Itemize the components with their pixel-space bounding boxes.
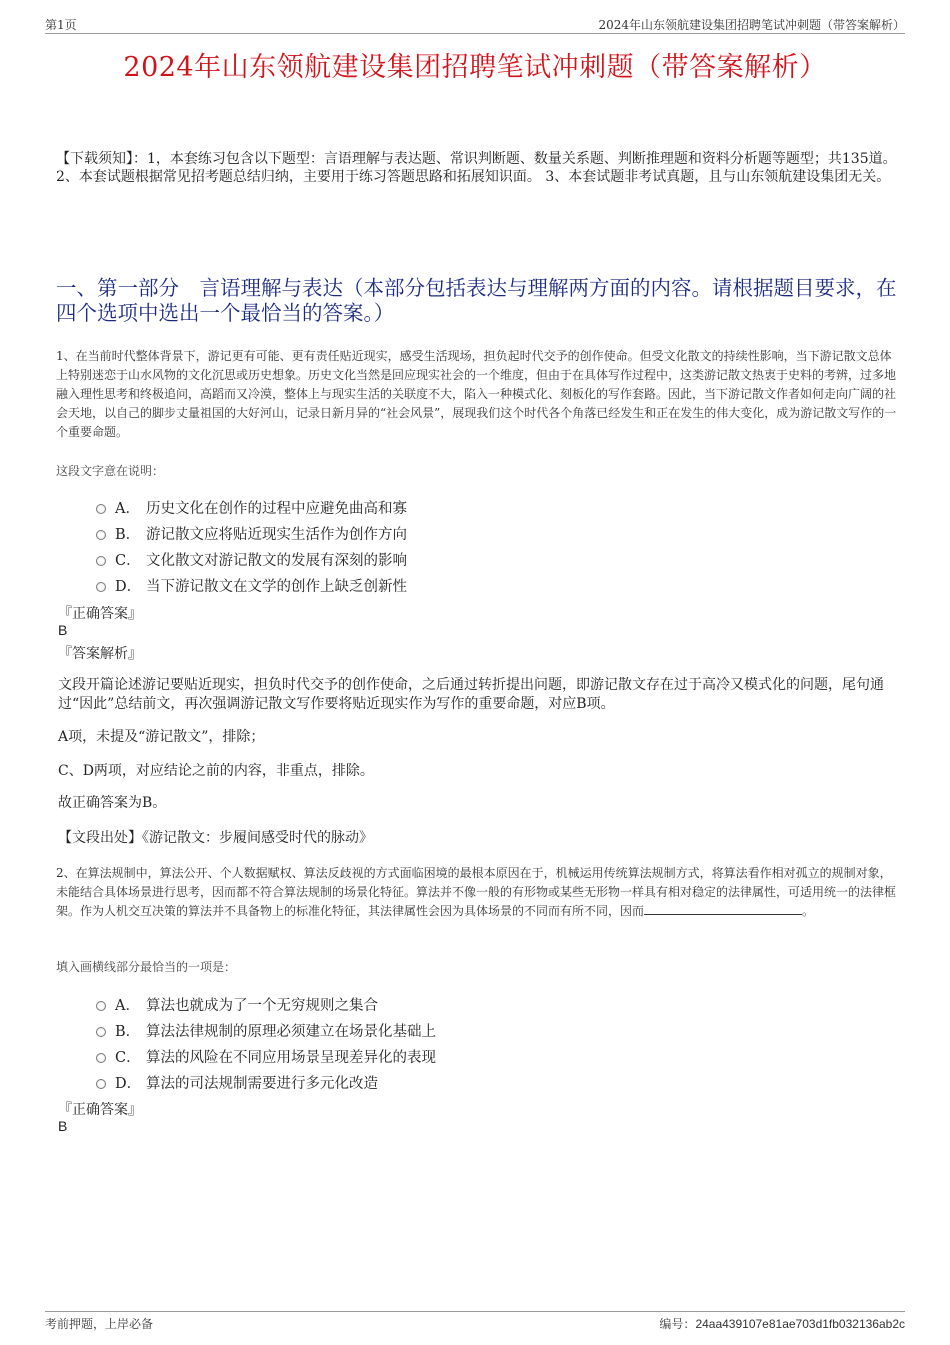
option-letter: B． <box>115 526 141 543</box>
question-2-stem-text: 2、在算法规制中，算法公开、个人数据赋权、算法反歧视的方式面临困境的最根本原因在于，机械运用传统算法规制方式，将算法看作相对孤立的规制对象，未能结合具体场景进行思考，因而都不符合算法规制的场景化特征。算法并不像一般的有形物或某些无形物一样具有相对稳定的法律属性，可适用统一的法律框架。作为人机交互决策的算法并不具备物上的标准化特征，其法律属性会因为具体场景的不同而有所不同，因而 <box>56 866 897 918</box>
footer-code-label: 编号： <box>659 1317 696 1331</box>
option-letter: D． <box>115 578 142 595</box>
question-1-option-d[interactable] <box>96 572 407 598</box>
question-2-option-d[interactable] <box>96 1069 436 1095</box>
option-text: 算法法律规制的原理必须建立在场景化基础上 <box>146 1023 436 1040</box>
question-2-answer-label: 『正确答案』 <box>58 1102 142 1118</box>
page-header <box>45 14 905 34</box>
question-1-prompt: 这段文字意在说明： <box>56 464 165 478</box>
radio-icon[interactable] <box>96 530 106 540</box>
footer-code <box>659 1315 905 1332</box>
radio-icon[interactable] <box>96 1001 106 1011</box>
analysis-paragraph: C、D两项，对应结论之前的内容，非重点，排除。 <box>58 763 374 779</box>
radio-icon[interactable] <box>96 582 106 592</box>
question-1-analysis-label: 『答案解析』 <box>58 646 142 662</box>
analysis-paragraph: 文段开篇论述游记要贴近现实，担负时代交予的创作使命，之后通过转折提出问题，即游记散文存在过于高冷又模式化的问题，尾句通过“因此”总结前文，再次强调游记散文写作要将贴近现实作为写作的重要命题，对应B项。 <box>58 677 884 712</box>
document-title: 2024年山东领航建设集团招聘笔试冲刺题（带答案解析） <box>123 52 827 83</box>
option-text: 算法的司法规制需要进行多元化改造 <box>146 1075 378 1092</box>
question-1-option-b[interactable] <box>96 520 407 546</box>
question-2-options <box>96 991 436 1095</box>
radio-icon[interactable] <box>96 1053 106 1063</box>
question-2-stem-end: 。 <box>802 904 815 918</box>
radio-icon[interactable] <box>96 504 106 514</box>
page-number: 第1页 <box>45 18 77 32</box>
question-1-option-c[interactable] <box>96 546 407 572</box>
option-letter: D． <box>115 1075 142 1092</box>
question-2-option-b[interactable] <box>96 1017 436 1043</box>
footer-slogan: 考前押题，上岸必备 <box>45 1317 154 1331</box>
fill-in-blank <box>644 903 802 915</box>
header-doc-title: 2024年山东领航建设集团招聘笔试冲刺题（带答案解析） <box>598 18 905 32</box>
option-letter: C． <box>115 552 141 569</box>
question-2-stem <box>56 864 901 921</box>
option-letter: B． <box>115 1023 141 1040</box>
question-1-stem: 1、在当前时代整体背景下，游记更有可能、更有责任贴近现实，感受生活现场，担负起时代交予的创作使命。但受文化散文的持续性影响，当下游记散文总体上特别迷恋于山水风物的文化沉思或历史想象。历史文化当然是回应现实社会的一个维度，但由于在具体写作过程中，这类游记散文热衷于史料的考辨，过多地融入理性思考和终极追问，高蹈而又冷漠，整体上与现实生活的关联度不大，陷入一种模式化、刻板化的写作套路。因此，当下游记散文作者如何走向广阔的社会天地，以自己的脚步丈量祖国的大好河山，记录日新月异的“社会风景”，展现我们这个时代各个角落已经发生和正在发生的伟大变化，成为游记散文写作的一个重要命题。 <box>56 349 897 439</box>
analysis-paragraph: A项，未提及“游记散文”，排除； <box>58 729 265 745</box>
option-text: 历史文化在创作的过程中应避免曲高和寡 <box>146 500 407 517</box>
question-1-options <box>96 494 407 598</box>
analysis-paragraph: 故正确答案为B。 <box>58 795 167 811</box>
option-text: 文化散文对游记散文的发展有深刻的影响 <box>146 552 407 569</box>
option-text: 算法也就成为了一个无穷规则之集合 <box>146 997 378 1014</box>
passage-source: 【文段出处】《游记散文：步履间感受时代的脉动》 <box>58 830 373 846</box>
option-text: 算法的风险在不同应用场景呈现差异化的表现 <box>146 1049 436 1066</box>
option-letter: A． <box>115 997 140 1014</box>
footer-code-value: 24aa439107e81ae703d1fb032136ab2c <box>695 1317 905 1331</box>
option-letter: C． <box>115 1049 141 1066</box>
question-1-answer-label: 『正确答案』 <box>58 606 142 622</box>
radio-icon[interactable] <box>96 1027 106 1037</box>
question-1-option-a[interactable] <box>96 494 407 520</box>
question-1-answer: B <box>58 622 68 638</box>
question-2-option-a[interactable] <box>96 991 436 1017</box>
option-text: 当下游记散文在文学的创作上缺乏创新性 <box>146 578 407 595</box>
question-2-prompt: 填入画横线部分最恰当的一项是： <box>56 960 237 974</box>
question-2-option-c[interactable] <box>96 1043 436 1069</box>
page-footer <box>45 1311 905 1331</box>
question-2-answer: B <box>58 1118 68 1134</box>
section-heading: 一、第一部分 言语理解与表达（本部分包括表达与理解两方面的内容。请根据题目要求，在四个选项中选出一个最恰当的答案。） <box>56 276 897 325</box>
option-text: 游记散文应将贴近现实生活作为创作方向 <box>146 526 407 543</box>
radio-icon[interactable] <box>96 556 106 566</box>
option-letter: A． <box>115 500 140 517</box>
radio-icon[interactable] <box>96 1079 106 1089</box>
download-notice: 【下载须知】：1，本套练习包含以下题型：言语理解与表达题、常识判断题、数量关系题、判断推理题和资料分析题等题型；共135道。 2、本套试题根据常见招考题总结归纳，主要用于练习答题思路和拓展知识面。 3、本套试题非考试真题，且与山东领航建设集团无关。 <box>56 151 897 185</box>
